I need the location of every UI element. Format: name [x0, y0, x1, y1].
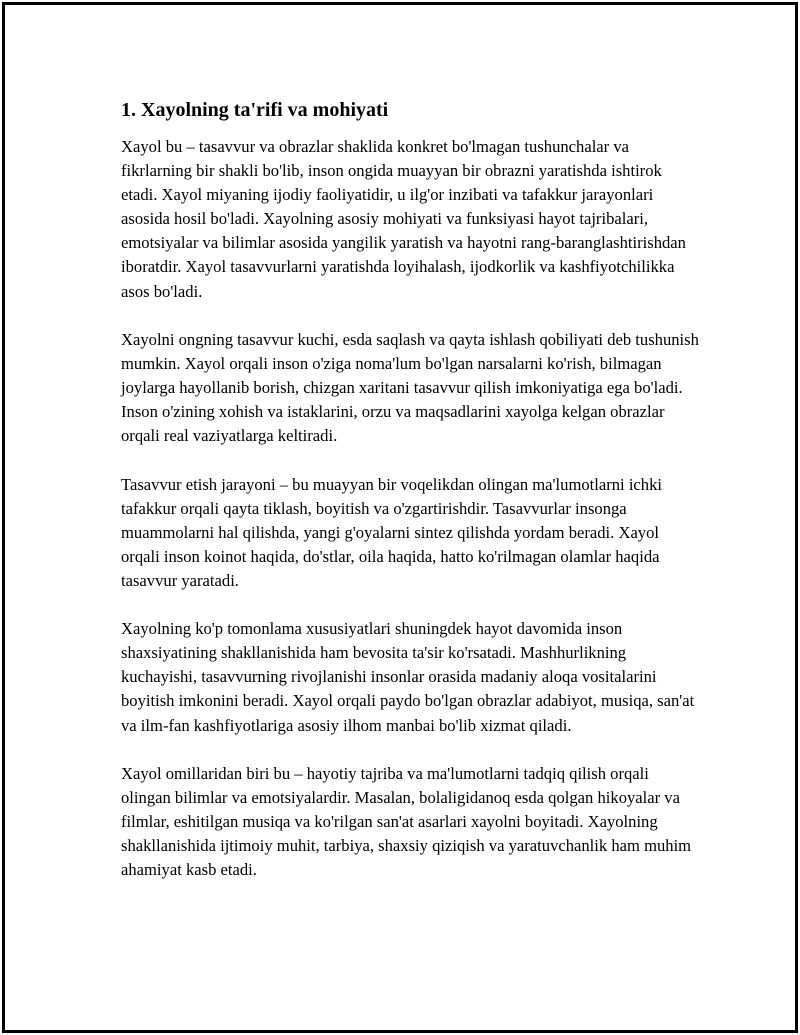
- page-frame: [2, 2, 798, 1033]
- document-body: [121, 95, 701, 906]
- paragraph-5: Xayol omillaridan biri bu – hayotiy tajriba va ma'lumotlarni tadqiq qilish orqali olingan bilimlar va emotsiyalardir. Masalan, bolaligidanoq esda qolgan hikoyalar va filmlar, eshitilgan musiqa va ko'rilgan san'at asarlari xayolni boyitadi. Xayolning shakllanishida ijtimoiy muhit, tarbiya, shaxsiy qiziqish va yaratuvchanlik ham muhim ahamiyat kasb etadi.: [121, 763, 692, 880]
- section-heading: 1. Xayolning ta'rifi va mohiyati: [121, 99, 389, 121]
- paragraph-4: Xayolning ko'p tomonlama xususiyatlari shuningdek hayot davomida inson shaxsiyatining shakllanishida ham bevosita ta'sir ko'rsatadi. Mashhurlikning kuchayishi, tasavvurning rivojlanishi insonlar orasida madaniy aloqa vositalarini boyitish imkonini beradi. Xayol orqali paydo bo'lgan obrazlar adabiyot, musiqa, san'at va ilm-fan kashfiyotlariga asosiy ilhom manbai bo'lib xizmat qiladi.: [121, 619, 695, 735]
- paragraph-3: Tasavvur etish jarayoni – bu muayyan bir voqelikdan olingan ma'lumotlarni ichki tafakkur orqali qayta tiklash, boyitish va o'zgartirishdir. Tasavvurlar insonga muammolarni hal qilishda, yangi g'oyalarni sintez qilishda yordam beradi. Xayol orqali inson koinot haqida, do'stlar, oila haqida, hatto ko'rilmagan olamlar haqida tasavvur yaratadi.: [121, 474, 662, 590]
- paragraph-1: Xayol bu – tasavvur va obrazlar shaklida konkret bo'lmagan tushunchalar va fikrlarning bir shakli bo'lib, inson ongida muayyan bir obrazni yaratishda ishtirok etadi. Xayol miyaning ijodiy faoliyatidir, u ilg'or inzibati va tafakkur jarayonlari asosida hosil bo'ladi. Xayolning asosiy mohiyati va funksiyasi hayot tajribalari, emotsiyalar va bilimlar asosida yangilik yaratish va hayotni rang-baranglashtirishdan iboratdir. Xayol tasavvurlarni yaratishda loyihalash, ijodkorlik va kashfiyotchilikka asos bo'ladi.: [121, 137, 686, 301]
- paragraph-2: Xayolni ongning tasavvur kuchi, esda saqlash va qayta ishlash qobiliyati deb tushunish mumkin. Xayol orqali inson o'ziga noma'lum bo'lgan narsalarni ko'rish, bilmagan joylarga hayollanib borish, chizgan xaritani tasavvur qilish imkoniyatiga ega bo'ladi. Inson o'zining xohish va istaklarini, orzu va maqsadlarini xayolga kelgan obrazlar orqali real vaziyatlarga keltiradi.: [121, 329, 699, 446]
